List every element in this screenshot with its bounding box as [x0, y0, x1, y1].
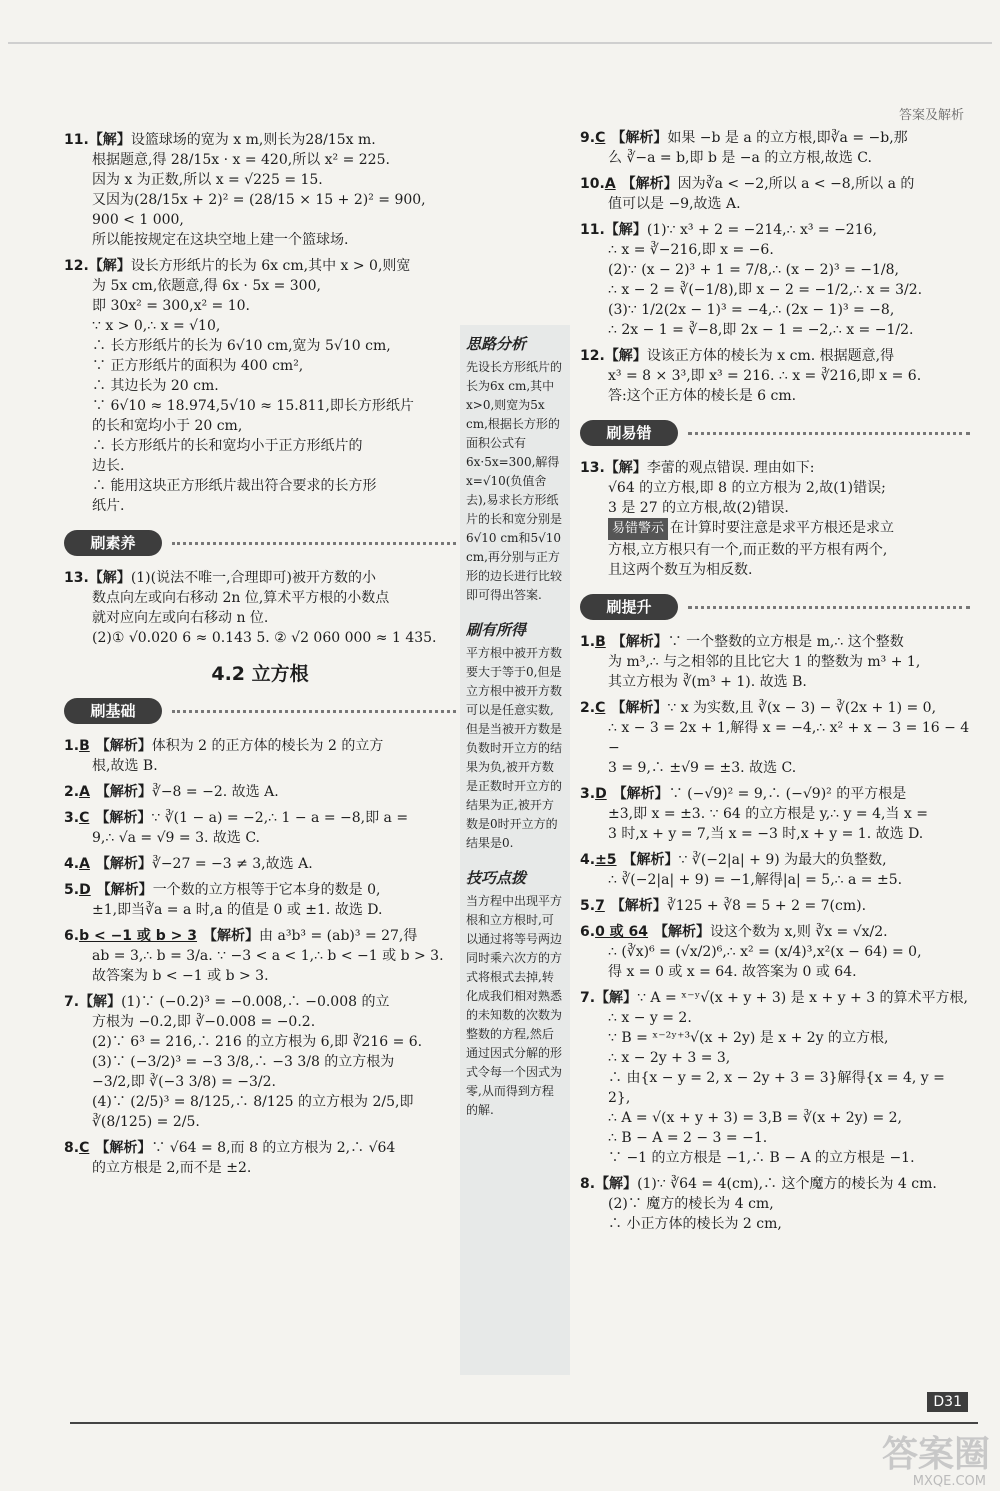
- left-item-5: 5.D 【解析】一个数的立方根等于它本身的数是 0, ±1,即当∛a = a 时,a 的值是 0 或 ±1. 故选 D.: [64, 882, 383, 918]
- dotted-divider: [172, 710, 456, 713]
- right-t-item-2: 2.C 【解析】∵ x 为实数,且 ∛(x − 3) − ∛(2x + 1) = 0, ∴ x − 3 = 2x + 1,解得 x = −4,∴ x² + x − 3 = 16 − 4 − 3 = 9,∴ ±√9 = ±3. 故选 C.: [580, 700, 970, 776]
- dotted-divider: [688, 606, 970, 609]
- right-item-9: 9.C 【解析】如果 −b 是 a 的立方根,即∛a = −b,那 么 ∛−a = b,即 b 是 −a 的立方根,故选 C.: [580, 130, 908, 166]
- margin-notes: [460, 325, 570, 1375]
- right-t-item-5: 5.7 【解析】∛125 + ∛8 = 5 + 2 = 7(cm).: [580, 898, 867, 914]
- right-column: [580, 128, 970, 1240]
- right-t-item-4: 4.±5 【解析】∵ ∛(−2|a| + 9) 为最大的负整数, ∴ ∛(−2|a| + 9) = −1,解得|a| = 5,∴ a = ±5.: [580, 852, 903, 888]
- note-shuayoude: 刷有所得 平方根中被开方数要大于等于0,但是立方根中被开方数可以是任意实数,但是当被开方数是负数时开立方的结果为负,被开方数是正数时开立方的结果为正,被开方数是0时开立方的结果是0.: [466, 621, 563, 850]
- watermark-url: MXQE.COM: [912, 1474, 986, 1489]
- watermark-logo: 答案圈: [881, 1434, 990, 1475]
- page-number: D31: [927, 1392, 968, 1412]
- section-pill: 刷易错: [580, 420, 678, 446]
- right-t-item-7: 7.【解】∵ A = ˣ⁻ʸ√(x + y + 3) 是 x + y + 3 的算术平方根, ∴ x − y = 2. ∵ B = ˣ⁻²ʸ⁺³√(x + 2y) 是 x + 2y 的立方根, ∴ x − 2y + 3 = 3, ∴ 由{x − y = 2, x − 2y + 3 = 3}解得{x = 4, y = 2}, ∴ A = √(x + y + 3) = 3,B = ∛(x + 2y) = 2, ∴ B − A = 2 − 3 = −1. ∵ −1 的立方根是 −1,∴ B − A 的立方根是 −1.: [580, 990, 969, 1166]
- section-jichu: [64, 694, 456, 728]
- right-item-11: 11.【解】(1)∵ x³ + 2 = −214,∴ x³ = −216, ∴ x = ∛−216,即 x = −6. (2)∵ (x − 2)³ + 1 = 7/8,∴ (x − 2)³ = −1/8, ∴ x − 2 = ∛(−1/8),即 x − 2 = −1/2,∴ x = 3/2. (3)∵ 1/2(2x − 1)³ = −4,∴ (2x − 1)³ = −8, ∴ 2x − 1 = ∛−8,即 2x − 1 = −2,∴ x = −1/2.: [580, 222, 923, 338]
- left-item-7: 7.【解】(1)∵ (−0.2)³ = −0.008,∴ −0.008 的立 方根为 −0.2,即 ∛−0.008 = −0.2. (2)∵ 6³ = 216,∴ 216 的立方根为 6,即 ∛216 = 6. (3)∵ (−3/2)³ = −3 3/8,∴ −3 3/8 的立方根为 −3/2,即 ∛(−3 3/8) = −3/2. (4)∵ (2/5)³ = 8/125,∴ 8/125 的立方根为 2/5,即 ∛(8/125) = 2/5.: [64, 994, 423, 1130]
- left-item-8: 8.C 【解析】∵ √64 = 8,而 8 的立方根为 2,∴ √64 的立方根是 2,而不是 ±2.: [64, 1140, 396, 1176]
- left-item-2: 2.A 【解析】∛−8 = −2. 故选 A.: [64, 784, 279, 800]
- right-t-item-1: 1.B 【解析】∵ 一个整数的立方根是 m,∴ 这个整数 为 m³,∴ 与之相邻的且比它大 1 的整数为 m³ + 1, 其立方根为 ∛(m³ + 1). 故选 B.: [580, 634, 921, 690]
- section-suyang: [64, 526, 456, 560]
- warning-badge: 易错警示: [608, 518, 668, 540]
- dotted-divider: [172, 542, 456, 545]
- right-item-10: 10.A 【解析】因为∛a < −2,所以 a < −8,所以 a 的 值可以是 −9,故选 A.: [580, 176, 915, 212]
- right-item-12: 12.【解】设该正方体的棱长为 x cm. 根据题意,得 x³ = 8 × 3³,即 x³ = 216. ∴ x = ∛216,即 x = 6. 答:这个正方体的棱长是 6 cm.: [580, 348, 922, 404]
- right-t-item-6: 6.0 或 64 【解析】设这个数为 x,则 ∛x = √x/2. ∴ (∛x)⁶ = (√x/2)⁶,∴ x² = (x/4)³,x²(x − 64) = 0, 得 x = 0 或 x = 64. 故答案为 0 或 64.: [580, 924, 922, 980]
- footer-rule: [70, 1422, 978, 1424]
- left-item-6: 6.b < −1 或 b > 3 【解析】由 a³b³ = (ab)³ = 27,得 ab = 3,∴ b = 3/a. ∵ −3 < a < 1,∴ b < −1 或 b > 3. 故答案为 b < −1 或 b > 3.: [64, 928, 444, 984]
- right-t-item-3: 3.D 【解析】∵ (−√9)² = 9,∴ (−√9)² 的平方根是 ±3,即 x = ±3. ∵ 64 的立方根是 y,∴ y = 4,当 x = 3 时,x + y = 7,当 x = −3 时,x + y = 1. 故选 D.: [580, 786, 928, 842]
- left-item-4: 4.A 【解析】∛−27 = −3 ≠ 3,故选 A.: [64, 856, 313, 872]
- left-item-1: 1.B 【解析】体积为 2 的正方体的棱长为 2 的立方 根,故选 B.: [64, 738, 384, 774]
- running-header: 答案及解析: [898, 108, 964, 123]
- section-yicuo: [580, 416, 970, 450]
- right-q13: 13.【解】李蕾的观点错误. 理由如下: √64 的立方根,即 8 的立方根为 2,故(1)错误; 3 是 27 的立方根,故(2)错误. 易错警示 在计算时要注意是求平方根还是求立 方根,立方根只有一个,而正数的平方根有两个, 且这两个数互为相反数.: [580, 460, 895, 578]
- left-q11: 11.【解】设篮球场的宽为 x m,则长为28/15x m. 根据题意,得 28/15x · x = 420,所以 x² = 225. 因为 x 为正数,所以 x = √225 = 15. 又因为(28/15x + 2)² = (28/15 × 15 + 2)² = 900, 900 < 1 000, 所以能按规定在这块空地上建一个篮球场.: [64, 132, 426, 248]
- dotted-divider: [688, 432, 970, 435]
- chapter-title: 4.2 立方根: [211, 663, 309, 685]
- left-column: [64, 130, 456, 1184]
- top-rule: [8, 42, 992, 44]
- section-pill: 刷素养: [64, 530, 162, 556]
- left-q12: 12.【解】设长方形纸片的长为 6x cm,其中 x > 0,则宽 为 5x cm,依题意,得 6x · 5x = 300, 即 30x² = 300,x² = 10. ∵ x > 0,∴ x = √10, ∴ 长方形纸片的长为 6√10 cm,宽为 5√10 cm, ∵ 正方形纸片的面积为 400 cm², ∴ 其边长为 20 cm. ∵ 6√10 ≈ 18.974,5√10 ≈ 15.811,即长方形纸片 的长和宽均小于 20 cm, ∴ 长方形纸片的长和宽均小于正方形纸片的 边长. ∴ 能用这块正方形纸片裁出符合要求的长方形 纸片.: [64, 258, 414, 514]
- left-q13: 13.【解】(1)(说法不唯一,合理即可)被开方数的小 数点向左或向右移动 2n 位,算术平方根的小数点 就对应向左或向右移动 n 位. (2)① √0.020 6 ≈ 0.143 5. ② √2 060 000 ≈ 1 435.: [64, 570, 437, 646]
- section-pill: 刷基础: [64, 698, 162, 724]
- section-tisheng: [580, 590, 970, 624]
- left-item-3: 3.C 【解析】∵ ∛(1 − a) = −2,∴ 1 − a = −8,即 a = 9,∴ √a = √9 = 3. 故选 C.: [64, 810, 409, 846]
- right-t-item-8: 8.【解】(1)∵ ∛64 = 4(cm),∴ 这个魔方的棱长为 4 cm. (2)∵ 魔方的棱长为 4 cm, ∴ 小正方体的棱长为 2 cm,: [580, 1176, 937, 1232]
- section-pill: 刷提升: [580, 594, 678, 620]
- note-silu: 思路分析 先设长方形纸片的长为6x cm,其中x>0,则宽为5x cm,根据长方形的面积公式有6x·5x=300,解得x=√10(负值舍去),易求长方形纸片的长和宽分别是6√10 cm和5√10 cm,再分别与正方形的边长进行比较即可得出答案.: [466, 335, 563, 602]
- note-jiqiao: 技巧点拨 当方程中出现平方根和立方根时,可以通过将等号两边同时乘六次方的方式将根式去掉,转化成我们相对熟悉的未知数的次数为整数的方程,然后通过因式分解的形式令每一个因式为零,从而得到方程的解.: [466, 869, 563, 1117]
